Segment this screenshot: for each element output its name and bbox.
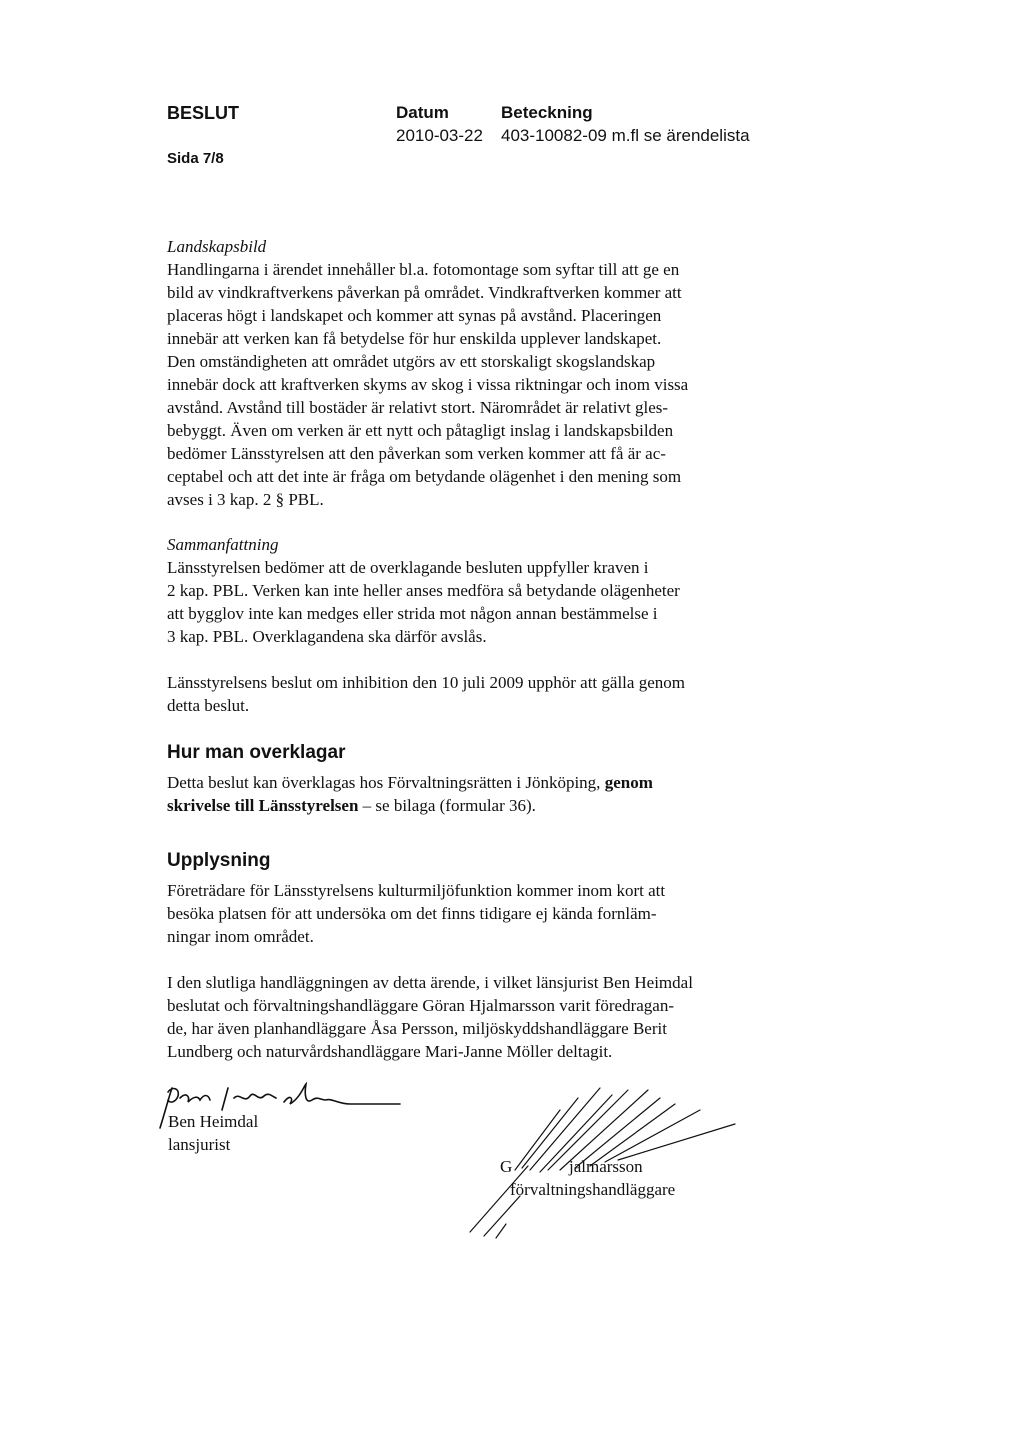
appeal-text-bold: genom bbox=[604, 773, 653, 792]
date-label: Datum bbox=[396, 103, 449, 122]
text-line: bebyggt. Även om verken är ett nytt och påtagligt inslag i landskapsbilden bbox=[167, 421, 674, 440]
text-line: bedömer Länsstyrelsen att den påverkan som verken kommer att få är ac- bbox=[167, 444, 666, 463]
page-number: Sida 7/8 bbox=[167, 150, 224, 167]
left-signatory-title: lansjurist bbox=[168, 1135, 231, 1154]
upplysning-heading: Upplysning bbox=[167, 850, 271, 871]
text-line: bild av vindkraftverkens påverkan på området. Vindkraftverken kommer att bbox=[167, 283, 682, 302]
text-line: Länsstyrelsen bedömer att de overklagande besluten uppfyller kraven i bbox=[167, 558, 649, 577]
text-line: ningar inom området. bbox=[167, 927, 314, 946]
right-signatory-title: förvaltningshandläggare bbox=[510, 1180, 676, 1199]
text-line: avstånd. Avstånd till bostäder är relativt stort. Närområdet är relativt gles- bbox=[167, 398, 669, 417]
reference-value: 403-10082-09 m.fl se ärendelista bbox=[501, 126, 750, 145]
text-line: 3 kap. PBL. Overklagandena ska därför avslås. bbox=[167, 627, 487, 646]
text-line: de, har även planhandläggare Åsa Persson, miljöskyddshandläggare Berit bbox=[167, 1019, 667, 1038]
appeal-text-bold: skrivelse till Länsstyrelsen bbox=[167, 796, 359, 815]
landskapsbild-heading: Landskapsbild bbox=[167, 237, 267, 256]
text-line: besöka platsen för att undersöka om det finns tidigare ej kända fornläm- bbox=[167, 904, 657, 923]
text-line: Den omständigheten att området utgörs av ett storskaligt skogslandskap bbox=[167, 352, 656, 371]
text-line: detta beslut. bbox=[167, 696, 250, 715]
text-line: 2 kap. PBL. Verken kan inte heller anses medföra så betydande olägenheter bbox=[167, 581, 680, 600]
text-line: Länsstyrelsens beslut om inhibition den 10 juli 2009 upphör att gälla genom bbox=[167, 673, 685, 692]
text-line: I den slutliga handläggningen av detta ärende, i vilket länsjurist Ben Heimdal bbox=[167, 973, 693, 992]
text-line: beslutat och förvaltningshandläggare Göran Hjalmarsson varit föredragan- bbox=[167, 996, 674, 1015]
reference-label: Beteckning bbox=[501, 103, 593, 122]
left-signatory-name: Ben Heimdal bbox=[168, 1112, 259, 1131]
text-line: Handlingarna i ärendet innehåller bl.a. fotomontage som syftar till att ge en bbox=[167, 260, 680, 279]
text-line: innebär dock att kraftverken skyms av skog i vissa riktningar och inom vissa bbox=[167, 375, 689, 394]
text-line: Företrädare för Länsstyrelsens kulturmiljöfunktion kommer inom kort att bbox=[167, 881, 666, 900]
doc-type: BESLUT bbox=[167, 103, 239, 123]
text-line: Lundberg och naturvårdshandläggare Mari-Janne Möller deltagit. bbox=[167, 1042, 613, 1061]
text-line: placeras högt i landskapet och kommer att synas på avstånd. Placeringen bbox=[167, 306, 662, 325]
overklagar-heading: Hur man overklagar bbox=[167, 742, 346, 763]
appeal-text: Detta beslut kan överklagas hos Förvaltningsrätten i Jönköping, bbox=[167, 773, 601, 792]
right-signatory-name-part1: G bbox=[500, 1157, 513, 1176]
text-line: ceptabel och att det inte är fråga om betydande olägenhet i den mening som bbox=[167, 467, 682, 486]
right-signatory-name-part2: jalmarsson bbox=[569, 1157, 643, 1176]
text-line: innebär att verken kan få betydelse för hur enskilda upplever landskapet. bbox=[167, 329, 662, 348]
sammanfattning-heading: Sammanfattning bbox=[167, 535, 279, 554]
text-line: att bygglov inte kan medges eller strida mot någon annan bestämmelse i bbox=[167, 604, 658, 623]
text-line: avses i 3 kap. 2 § PBL. bbox=[167, 490, 324, 509]
appeal-text: – se bilaga (formular 36). bbox=[358, 796, 536, 815]
date-value: 2010-03-22 bbox=[396, 126, 483, 145]
